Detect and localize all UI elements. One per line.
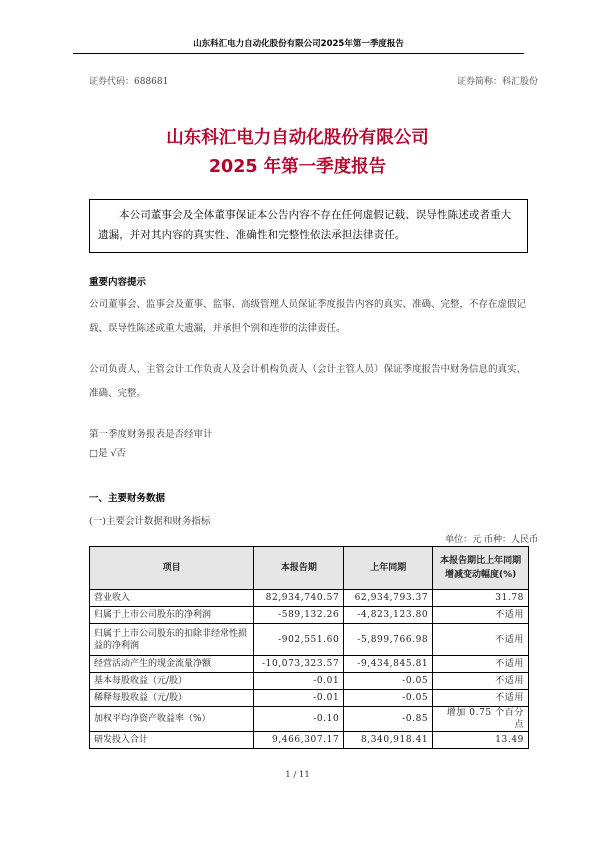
- header-current-period: 本报告期: [254, 547, 344, 590]
- financial-table: [89, 546, 529, 749]
- report-subtitle: 2025 年第一季度报告: [208, 157, 387, 177]
- row-prior: -5,899,766.98: [344, 624, 433, 656]
- stock-code: 证券代码：688681: [89, 77, 169, 87]
- audit-answer: □是 √否: [89, 448, 127, 459]
- row-current: 9,466,307.17: [254, 732, 344, 749]
- header-prior-period: 上年同期: [344, 547, 433, 590]
- table-row: [90, 607, 529, 624]
- row-change: 13.49: [433, 732, 529, 749]
- row-change: 31.78: [433, 590, 529, 607]
- table-row: [90, 690, 529, 707]
- row-item: 归属于上市公司股东的扣除非经常性损益的净利润: [90, 624, 254, 656]
- row-change: 不适用: [433, 690, 529, 707]
- unit-currency-label: 单位：元 币种：人民币: [445, 535, 538, 545]
- row-prior: -0.85: [344, 707, 433, 732]
- row-current: -10,073,323.57: [254, 656, 344, 673]
- audit-statement: [89, 425, 529, 463]
- row-current: -0.01: [254, 673, 344, 690]
- row-change: 不适用: [433, 624, 529, 656]
- row-item: 经营活动产生的现金流量净额: [90, 656, 254, 673]
- row-item: 归属于上市公司股东的净利润: [90, 607, 254, 624]
- row-change: 不适用: [433, 673, 529, 690]
- row-change: 不适用: [433, 656, 529, 673]
- important-paragraph-2: 公司负责人、主管会计工作负责人及会计机构负责人（会计主管人员）保证季度报告中财务信息的真实、准确、完整。: [89, 364, 527, 399]
- accounting-data-subheading: (一)主要会计数据和财务指标: [89, 516, 211, 527]
- header-change-rate: 本报告期比上年同期增减变动幅度(%): [433, 547, 529, 590]
- table-header-row: [90, 547, 529, 590]
- row-change: 不适用: [433, 607, 529, 624]
- audit-question: 第一季度财务报表是否经审计: [89, 429, 213, 440]
- important-heading: 重要内容提示: [89, 277, 147, 288]
- stock-name: 证券简称：科汇股份: [456, 77, 538, 87]
- row-item: 基本每股收益（元/股）: [90, 673, 254, 690]
- row-item: 营业收入: [90, 590, 254, 607]
- report-title: 山东科汇电力自动化股份有限公司: [166, 128, 429, 148]
- main-financial-heading: 一、主要财务数据: [89, 493, 166, 504]
- row-current: -589,132.26: [254, 607, 344, 624]
- table-row: [90, 624, 529, 656]
- important-paragraph-1: 公司董事会、监事会及董事、监事、高级管理人员保证季度报告内容的真实、准确、完整，不存在虚假记载、误导性陈述或重大遗漏，并承担个别和连带的法律责任。: [89, 299, 527, 334]
- row-prior: -0.05: [344, 690, 433, 707]
- header-item: 项目: [90, 547, 254, 590]
- row-current: -902,551.60: [254, 624, 344, 656]
- table-row: [90, 656, 529, 673]
- table-row: [90, 673, 529, 690]
- table-row: [90, 590, 529, 607]
- row-prior: -9,434,845.81: [344, 656, 433, 673]
- row-prior: 8,340,918.41: [344, 732, 433, 749]
- running-header: 山东科汇电力自动化股份有限公司2025年第一季度报告: [73, 38, 524, 54]
- board-notice: 本公司董事会及全体董事保证本公告内容不存在任何虚假记载、误导性陈述或者重大遗漏，并对其内容的真实性、准确性和完整性依法承担法律责任。: [89, 199, 528, 253]
- table-row: [90, 707, 529, 732]
- row-current: -0.10: [254, 707, 344, 732]
- page-number: 1 / 11: [285, 770, 310, 780]
- row-current: 82,934,740.57: [254, 590, 344, 607]
- row-prior: -4,823,123.80: [344, 607, 433, 624]
- row-change: 增加 0.75 个百分点: [433, 707, 529, 732]
- row-prior: 62,934,793.37: [344, 590, 433, 607]
- row-prior: -0.05: [344, 673, 433, 690]
- row-current: -0.01: [254, 690, 344, 707]
- row-item: 加权平均净资产收益率（%）: [90, 707, 254, 732]
- table-row: [90, 732, 529, 749]
- row-item: 研发投入合计: [90, 732, 254, 749]
- row-item: 稀释每股收益（元/股）: [90, 690, 254, 707]
